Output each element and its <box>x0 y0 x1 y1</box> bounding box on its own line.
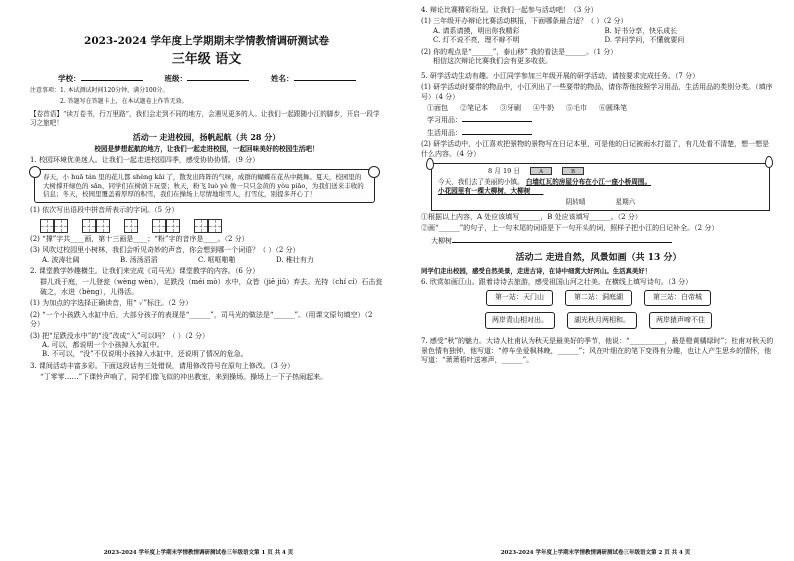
grid-5[interactable] <box>194 219 222 233</box>
question-7: 7. 感受“秋”的魅力。大诗人杜甫认为秋天是最美好的季节，他说：“__________，最是橙黄橘绿时”；杜甫对秋天的景色情有独钟，他写道：“停车坐爱枫林晚，______”；风在叶细在的笔下变得有分趣，也让人产生思乡的情怀，他写道：“萧萧梧叶送寒声，______”。 <box>421 337 774 364</box>
question-5-2-1: ①根据以上内容，A 处应该填写______，B 处应该填写______。（2 分） <box>421 212 642 221</box>
willow-field[interactable]: 大柳树 <box>421 236 776 246</box>
station-1: 第一站：天门山 <box>486 290 553 305</box>
grid-3[interactable] <box>124 219 138 233</box>
intro: 【卷首语】“读万卷书，行万里路”，我们会走到不同的地方，会遇见更多的人。让我们一起跟随小江的脚步，开启一段学习之旅吧！ <box>30 110 380 127</box>
q4-option-c[interactable]: C. 灯不说不亮，理不辩不明 <box>433 36 520 45</box>
right-footer: 2023-2024 学年度上学期末学情教情调研测试卷三年级语文第 2 页 共 4 页 <box>500 549 691 556</box>
scroll-passage: 春天，小 huā tán 里的花儿都 shèng kāi 了，散发出阵阵的气味，成群的蝴蝶在花丛中跳舞。夏天，校园里的大树撑开绿色的 sǎn，同学们在树荫下玩耍；秋天，粉飞 luò yè 像一只只金黄的 yòu piāo，为我们送来丰收的信息；冬天，校园里覆盖着厚厚的积雪，我们在操场上尽情地堆雪人，打雪仗，别提多开心了！ <box>34 169 375 203</box>
school-field[interactable]: 学校： <box>58 73 143 84</box>
living-supplies-field[interactable]: 生活用品： <box>421 128 776 138</box>
question-5-1: (1) 研学活动时要带的物品中，小江列出了一些要带的物品，请你帮他按照学习用品，生活用品的类别分类。（填序号）（4 分） <box>421 83 773 101</box>
activity-1-subtitle: 校园是梦想起航的地方，让我们一起走进校园，一起回味美好的校园生活吧！ <box>94 144 319 153</box>
grid-4[interactable] <box>152 219 180 233</box>
question-1-3: (3) 风吹过校园里小树林，我们会听见奇妙的声音，你会想到哪一个词语？（ ）（2 分） <box>30 246 300 255</box>
smudge-a: A <box>530 167 552 175</box>
diary-line-2: 白墙红瓦的房屋分布在小江一座小桥周围。 <box>525 178 652 187</box>
item-list <box>421 104 776 113</box>
smudge-b: B <box>562 167 584 175</box>
question-3: 3. 课间活动丰富多彩。下面这段话有三处错误，请用修改符号在原句上修改。（3 分） <box>30 361 295 370</box>
activity-2-subtitle: 同学们走出校园，感受自然美景，走进古诗，在诗中细赏大好河山。生活真美好！ <box>421 267 652 276</box>
exam-title: 2023-2024 学年度上学期期末学情教情调研测试卷 <box>84 35 329 47</box>
pinyin-grids <box>40 219 383 233</box>
question-1-1: (1) 依次写出语段中拼音所表示的字词。（5 分） <box>30 206 179 215</box>
class-field[interactable]: 班级： <box>165 73 250 84</box>
question-2-3-option-a[interactable]: A. 可以，都说明一个小孩掉入水缸中。 <box>42 341 164 350</box>
study-supplies-field[interactable]: 学习用品： <box>421 115 776 125</box>
question-4: 4. 辩论比赛精彩纷呈。让我们一起参与活动吧！（3 分） <box>421 6 598 14</box>
student-info-row <box>30 73 383 84</box>
item-6: ⑥圆珠笔 <box>599 103 627 112</box>
diary-line-1: 今天，我们去了美丽的小镇。 <box>438 178 524 187</box>
question-2-1: (1) 为加点的字选择正确读音，用“ ✓”标注。（2 分） <box>30 299 193 308</box>
question-2-3: (3) 把“足跌没水中”的“没”改成“入”可以吗？（ ）（2 分） <box>30 331 210 340</box>
question-6: 6. 欣赏如画江山。跟着诗诗去旅游，感受祖国山河之壮美。在横线上填写诗句。（3 分） <box>421 277 693 286</box>
q4-option-a[interactable]: A. 请系请摸，明出你我精彩 <box>433 26 520 35</box>
question-2-2: (2) “一个小孩跌入水缸中后，大部分孩子的表现是“______”，司马光的做法是“______”。（用课文原句填空）（2 分） <box>30 310 373 329</box>
activity-1-title: 活动一 走进校园，扬帆起航（共 28 分） <box>132 131 281 142</box>
option-a[interactable]: A. 波涛壮阔 <box>42 255 80 264</box>
question-4-note: 相信这次辩论比赛我们会有更多收获。 <box>433 57 552 66</box>
option-d[interactable]: D. 稚壮有力 <box>276 255 314 264</box>
question-5: 5. 研学活动生动有趣。小江同学参加三年级开展的研学活动，请按要求完成任务。（7 分） <box>421 71 700 80</box>
item-3: ③牙刷 <box>500 103 521 112</box>
station-3: 第三站：白帝城 <box>644 290 711 305</box>
note-2: 2. 答题写在答题卡上，在本试题卷上作答无效。 <box>60 97 188 105</box>
q4-option-b[interactable]: B. 好书分享，快乐成长 <box>604 26 678 35</box>
question-3-text: “丁零零……”下课铃声响了，同学们像飞似的冲出教室，来到操场。操场上一下子热闹起来。 <box>40 373 328 382</box>
item-2: ②笔记本 <box>460 103 488 112</box>
item-4: ④牛奶 <box>533 103 554 112</box>
question-4-1: (1) 三年级开办辩论比赛活动棋报，下面哪条最合适？（ ）（2 分） <box>421 17 628 26</box>
grid-2[interactable] <box>82 219 110 233</box>
option-c[interactable]: C. 哐哐啪啪 <box>198 255 236 264</box>
question-1-2: (2) “撑”字共____画，第十三画是____；“粉”字的音序是____。（2 分） <box>30 234 249 243</box>
option-b[interactable]: B. 汤汤滔滔 <box>120 255 158 264</box>
diary-date: 8 月 19 日 <box>488 167 521 176</box>
item-5: ⑤毛巾 <box>566 103 587 112</box>
left-footer: 2023-2024 学年度上学期末学情教情调研测试卷三年级语文第 1 页 共 4 页 <box>103 549 294 556</box>
diary-day: 星期六 <box>615 197 636 206</box>
question-4-2: (2) 你的观点是“______”，泰山移” 我的看法是______。（1 分） <box>421 47 618 56</box>
poem-2: 湖光秋月两相和。 <box>567 312 637 329</box>
poem-row <box>421 312 776 329</box>
station-row <box>421 290 776 305</box>
question-1: 1. 校园环境优美迷人。让我们一起走进校园四季，感受协协协情。（9 分） <box>30 155 260 164</box>
grade-subject: 三年级 语文 <box>171 52 242 68</box>
question-2: 2. 课堂教学妙趣横生。让我们来完成《司马光》课堂教学的内容。（6 分） <box>30 266 260 275</box>
diary-weather: 阴转晴 <box>565 197 586 206</box>
sima-guang-text: 群儿戏于庭，一儿登瓮（wèng wèn），足跌没（méi mò）水中，众皆（jiē jiǔ）弃去。光持（chí cí）石击瓮破之，水迸（bèng），儿得活。 <box>40 278 383 296</box>
diary-box <box>431 163 770 211</box>
question-5-2-2: ②画“______”的句子，上一句末尾的词语是下一句开头的词，照样子把小江的日记补全。（2 分） <box>421 224 719 233</box>
question-1-3-options <box>30 256 383 265</box>
right-page <box>397 0 794 561</box>
question-2-3-option-b[interactable]: B. 不可以，“没”不仅说明小孩掉入水缸中，还说明了情况的危急。 <box>42 350 248 359</box>
name-field[interactable]: 姓名： <box>271 73 356 84</box>
grid-1[interactable] <box>40 219 68 233</box>
activity-2-title: 活动二 走进自然，风景如画（共 13 分） <box>515 253 682 263</box>
station-2: 第二站：洞庭湖 <box>565 290 632 305</box>
poem-3: 两岸猿声啼不住 <box>649 312 712 329</box>
question-4-1-options <box>421 27 776 46</box>
q4-option-d[interactable]: D. 学问学问，不懂就要问 <box>604 36 685 45</box>
raindrop-icon <box>426 158 434 170</box>
item-1: ①面包 <box>427 103 448 112</box>
diary-line-3: 小花园里有一棵大柳树，大柳树____ <box>438 186 544 195</box>
question-5-2: (2) 研学活动中，小江喜欢把景物的景物写在日记本里，可是他的日记被雨水打湿了，有几处看不清楚，想一想是什么内容。（4 分） <box>421 140 770 158</box>
poem-1: 两岸青山相对出。 <box>485 312 555 329</box>
note-1: 注意事项：1. 本试测试时间120分钟，满分100分。 <box>30 86 169 94</box>
raindrop-icon <box>765 156 773 168</box>
